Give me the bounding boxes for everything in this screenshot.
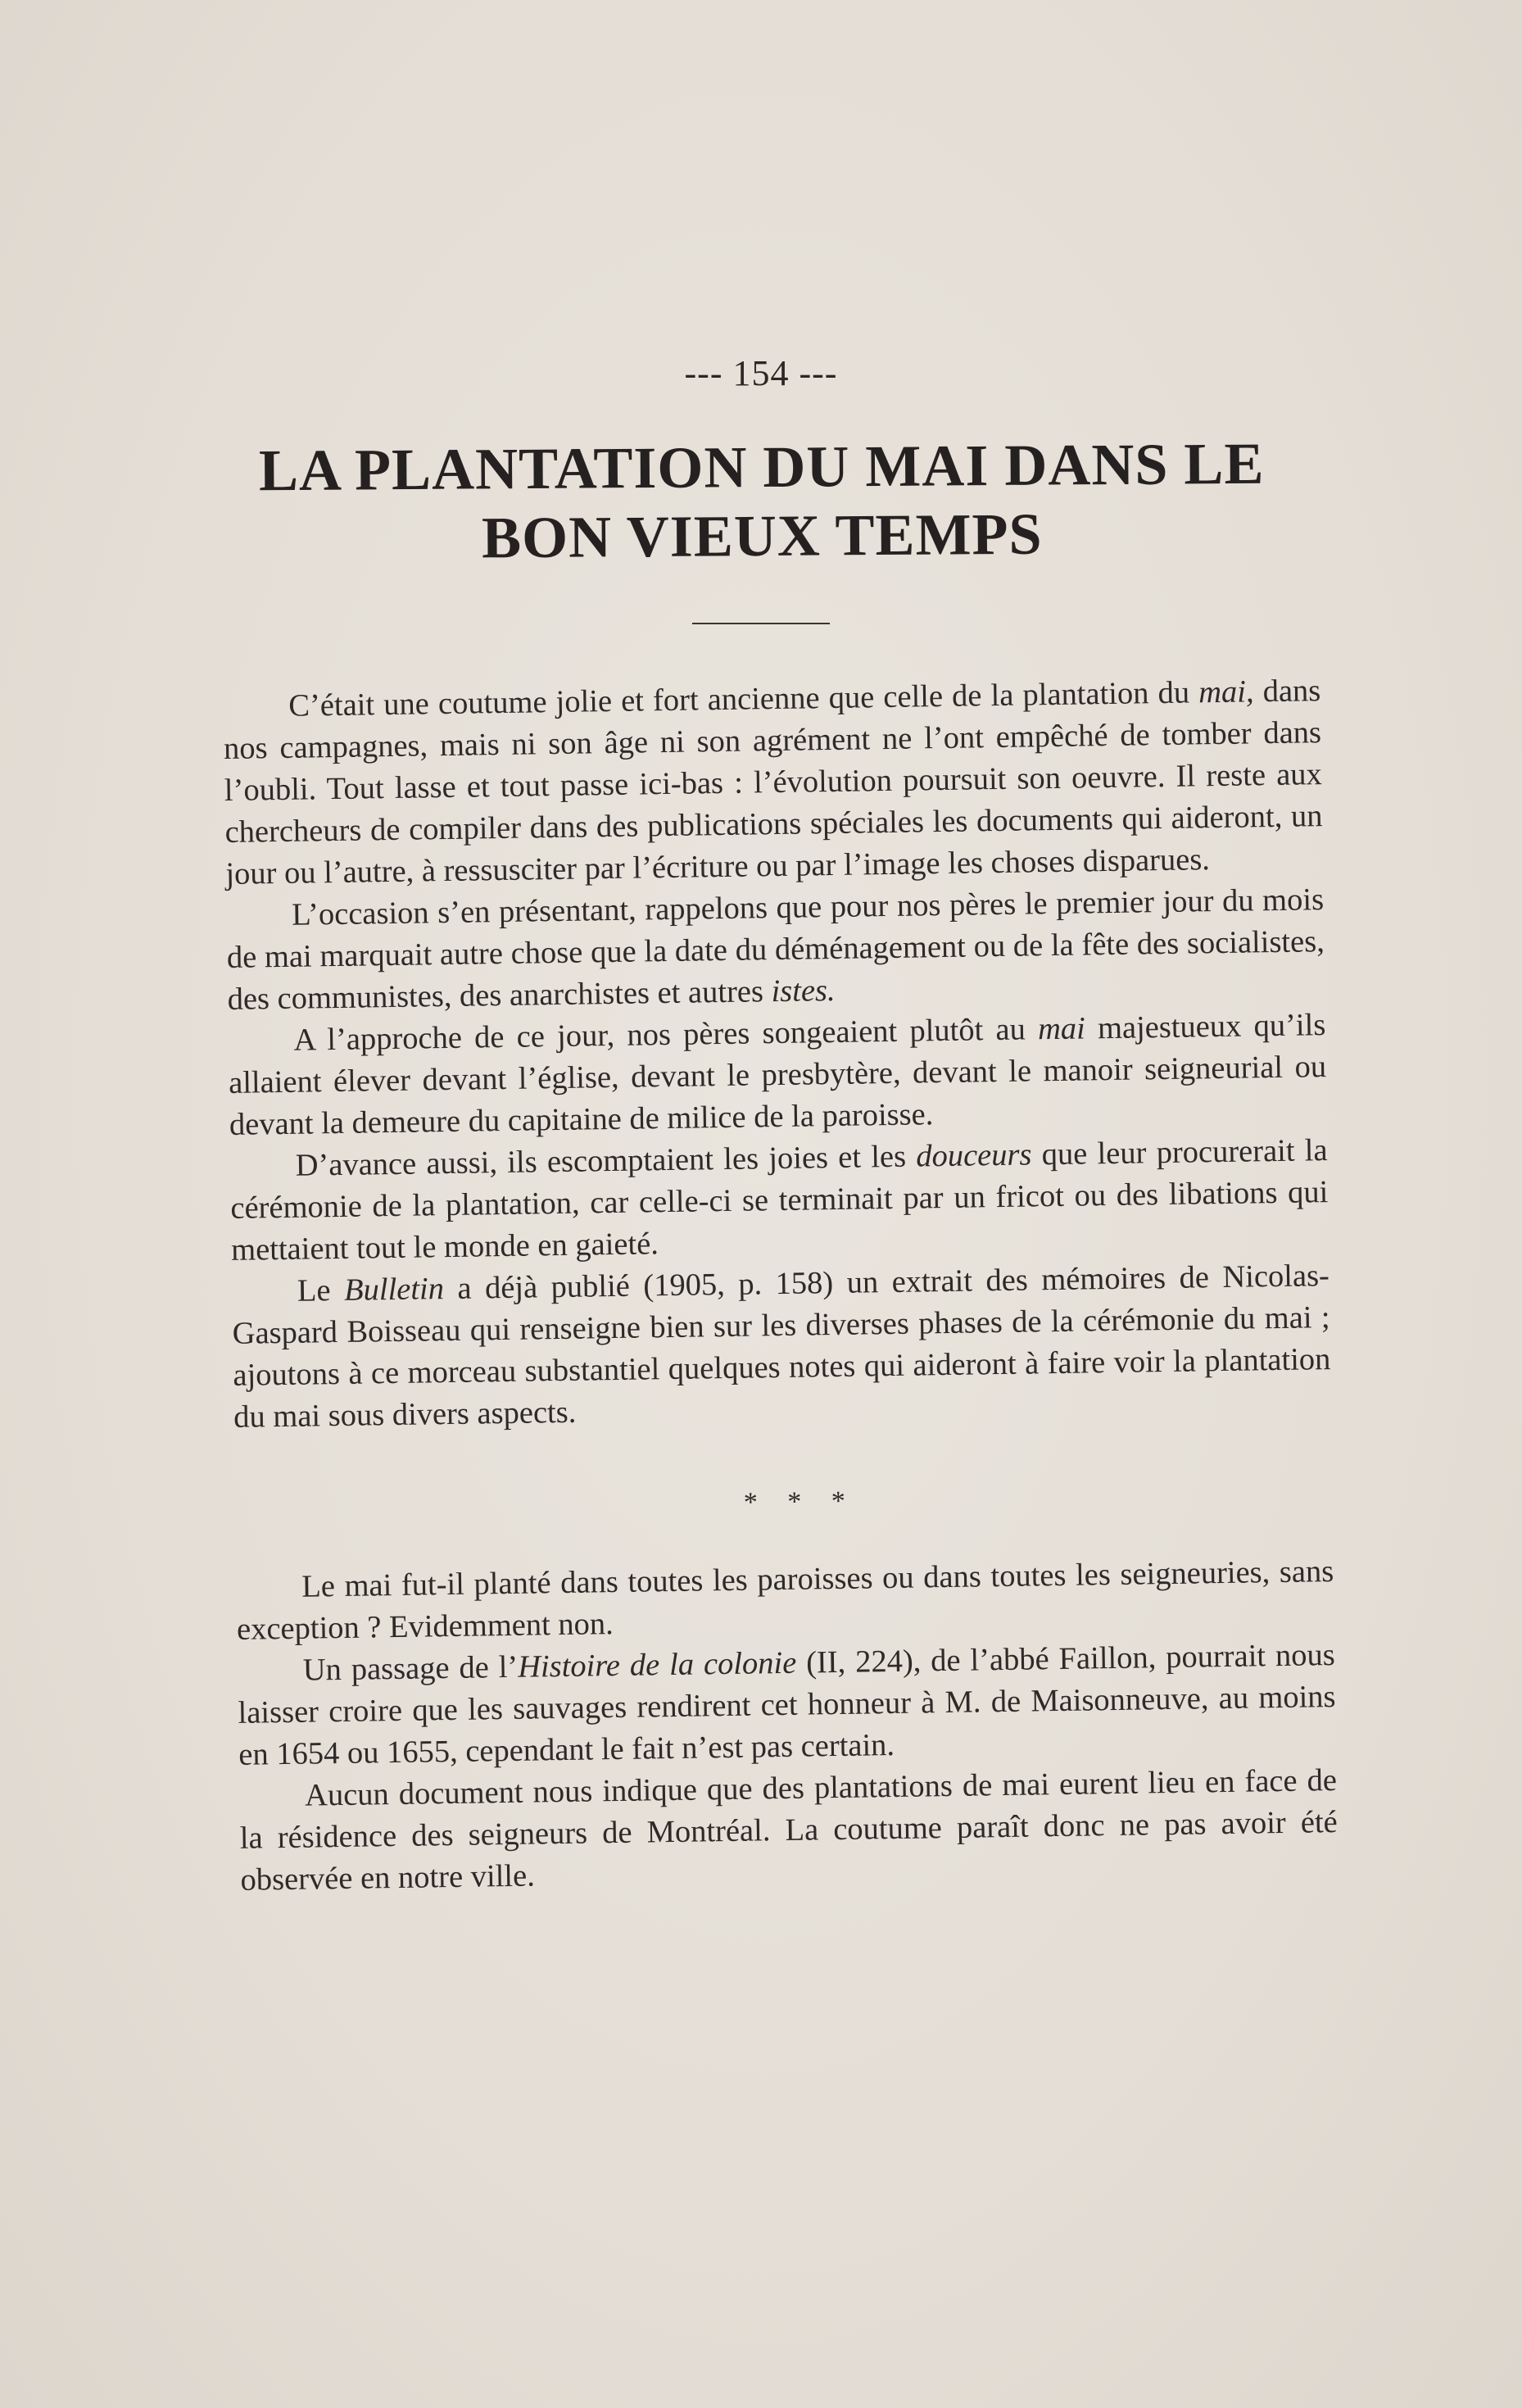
page-number: --- 154 --- [684,353,838,393]
paragraph [223,670,1324,896]
paragraphs-section-2 [236,1551,1339,1902]
article-title-line-2: BON VIEUX TEMPS [481,501,1043,571]
italic-run: mai [1037,1011,1086,1047]
italic-run: Histoire de la colonie [517,1645,797,1685]
text-run: D’avance aussi, ils escomptaient les joies et les [295,1139,917,1183]
text-run: Le mai fut-il planté dans toutes les paroisses ou dans toutes les seigneuries, sans exception ? Evidemment non. [236,1554,1334,1647]
text-run: Un passage de l’ [302,1649,519,1688]
paragraph [239,1760,1339,1902]
italic-run: Bulletin [343,1272,445,1308]
text-run: L’occasion s’en présentant, rappelons que pour nos pères le premier jour du mois de mai marquait autre chose que la date du déménagement ou de la fête des socialistes, des communistes, des anarchistes et autres [226,882,1325,1017]
paragraph [228,1004,1327,1146]
article-title-line-1: LA PLANTATION DU MAI DANS LE [258,430,1265,504]
text-run: (II, 224), de l’abbé Faillon, pourrait nous laisser croire que les sauvages rendirent cet honneur à M. de Maisonneuve, au moins en 1654 ou 1655, cependant le fait n’est pas certain. [238,1637,1336,1772]
paragraph [232,1255,1332,1439]
paragraph [236,1551,1334,1651]
paragraphs-section-1 [223,670,1331,1439]
text-run: C’était une coutume jolie et fort ancienne que celle de la plantation du [288,675,1199,723]
article-title [196,429,1327,574]
italic-run: mai, [1198,674,1254,710]
paragraph [226,879,1325,1021]
text-run: a déjà publié (1905, p. 158) un extrait des mémoires de Nicolas-Gaspard Boisseau qui renseigne bien sur les diverses phases de la cérémonie du mai ; ajoutons à ce morceau substantiel quelques notes qui aideront à faire voir la plantation du mai sous divers aspects. [232,1258,1331,1435]
section-separator: * * * [743,1485,858,1518]
paragraph [229,1130,1329,1272]
italic-run: istes. [771,973,836,1009]
text-run: Le [297,1272,345,1308]
text-run: Aucun document nous indique que des plantations de mai eurent lieu en face de la résidence des seigneurs de Montréal. La coutume paraît donc ne pas avoir été observée en notre ville. [239,1762,1339,1898]
article-body [223,670,1339,1902]
text-run: A l’approche de ce jour, nos pères songeaient plutôt au [293,1012,1039,1058]
text-run: majestueux qu’ils allaient élever devant l’église, devant le presbytère, devant le manoir seigneurial ou devant la demeure du capitaine de milice de la paroisse. [228,1008,1327,1142]
text-run: dans nos campagnes, mais ni son âge ni son agrément ne l’ont empêché de tomber dans l’oubli. Tout lasse et tout passe ici-bas : l’évolution poursuit son oeuvre. Il reste aux chercheurs de compiler dans des publications spéciales les documents qui aideront, un jour ou l’autre, à ressusciter par l’écriture ou par l’image les choses disparues. [223,673,1323,891]
text-run: que leur procurerait la cérémonie de la plantation, car celle-ci se terminait par un fricot ou des libations qui mettaient tout le monde en gaieté. [230,1133,1329,1267]
italic-run: douceurs [915,1137,1032,1174]
title-divider [692,623,830,624]
paragraph [237,1635,1336,1776]
